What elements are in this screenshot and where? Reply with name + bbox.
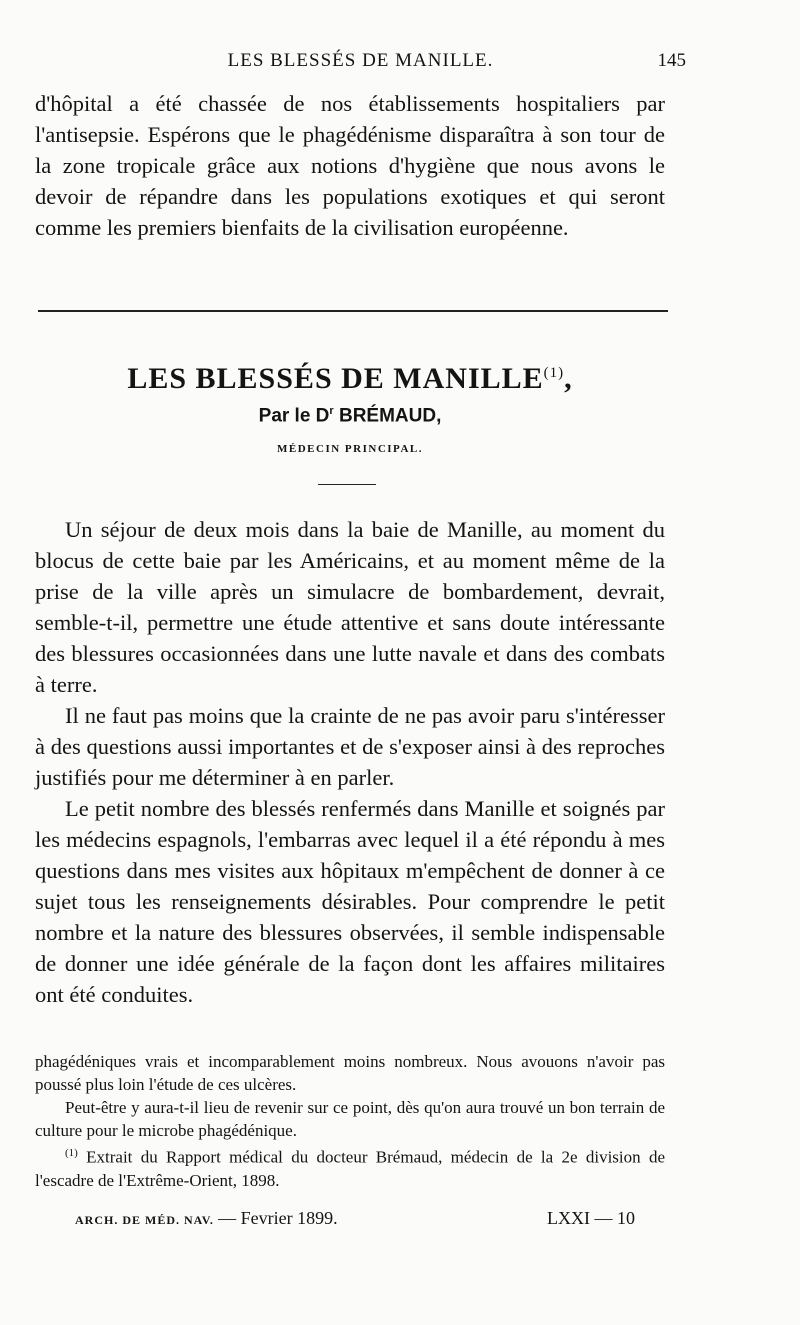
continued-paragraph (35, 88, 665, 243)
author-role: MÉDECIN PRINCIPAL. (277, 443, 423, 455)
footnote-source (35, 1142, 665, 1192)
running-head (35, 50, 686, 80)
footnotes (35, 1050, 665, 1192)
page-number: 145 (657, 50, 686, 71)
author-title-sup: r (329, 405, 334, 417)
footnote-source-text: Extrait du Rapport médical du docteur Brémaud, médecin de la 2e division de l'escadre de l'Extrême-Orient, 1898. (35, 1147, 665, 1190)
footnote-marker[interactable]: (1) (543, 365, 565, 381)
short-divider (318, 484, 376, 485)
body-paragraph: Le petit nombre des blessés renfermés dans Manille et soignés par les médecins espagnols, l'embarras avec lequel il a été répondu à mes questions dans mes visites aux hôpitaux m'empêchent de donner à ce sujet tous les renseignements désirables. Pour comprendre le petit nombre et la nature des blessures observées, il semble indispensable de donner une idée générale de la façon dont les affaires militaires ont été conduites. (35, 796, 665, 1007)
running-head-title: LES BLESSÉS DE MANILLE. (227, 50, 494, 71)
author-name: BRÉMAUD, (338, 405, 442, 427)
journal-abbrev: ARCH. DE MÉD. NAV. (75, 1213, 214, 1227)
signature-mark: LXXI — 10 (547, 1208, 635, 1228)
page-footer (75, 1208, 635, 1229)
body-paragraph: Un séjour de deux mois dans la baie de Manille, au moment du blocus de cette baie par les Américains, et au moment même de la prise de la ville après un simulacre de bombardement, devrait, semble-t-il, permettre une étude attentive et sans doute intéressante des blessures occasionnées dans une lutte navale et dans des combats à terre. (35, 517, 665, 697)
issue-date: — Fevrier 1899. (218, 1208, 338, 1228)
footnote-continued: phagédéniques vrais et incomparablement moins nombreux. Nous avouons n'avoir pas poussé plus loin l'étude de ces ulcères. (35, 1052, 665, 1094)
article-body (35, 514, 665, 1010)
footnote-second: Peut-être y aura-t-il lieu de revenir sur ce point, dès qu'on aura trouvé un bon terrain de culture pour le microbe phagédénique. (35, 1098, 665, 1140)
article-title-text: LES BLESSÉS DE MANILLE (127, 362, 544, 395)
article-title: LES BLESSÉS DE MANILLE$^{(1)}$, (127, 362, 573, 395)
body-paragraph: Il ne faut pas moins que la crainte de ne pas avoir paru s'intéresser à des questions aussi importantes et de s'exposer ainsi à des reproches justifiés pour me déterminer à en parler. (35, 703, 665, 790)
paragraph-text: d'hôpital a été chassée de nos établissements hospitaliers par l'antisepsie. Espérons que le phagédénisme disparaîtra à son tour de la zone tropicale grâce aux notions d'hygiène que nous avons le devoir de répandre dans les populations exotiques et qui seront comme les premiers bienfaits de la civilisation européenne. (35, 91, 665, 240)
section-divider (38, 310, 668, 312)
article-author (35, 405, 665, 427)
author-prefix: Par le D (258, 405, 330, 427)
footnote-marker: (1) (65, 1147, 78, 1159)
